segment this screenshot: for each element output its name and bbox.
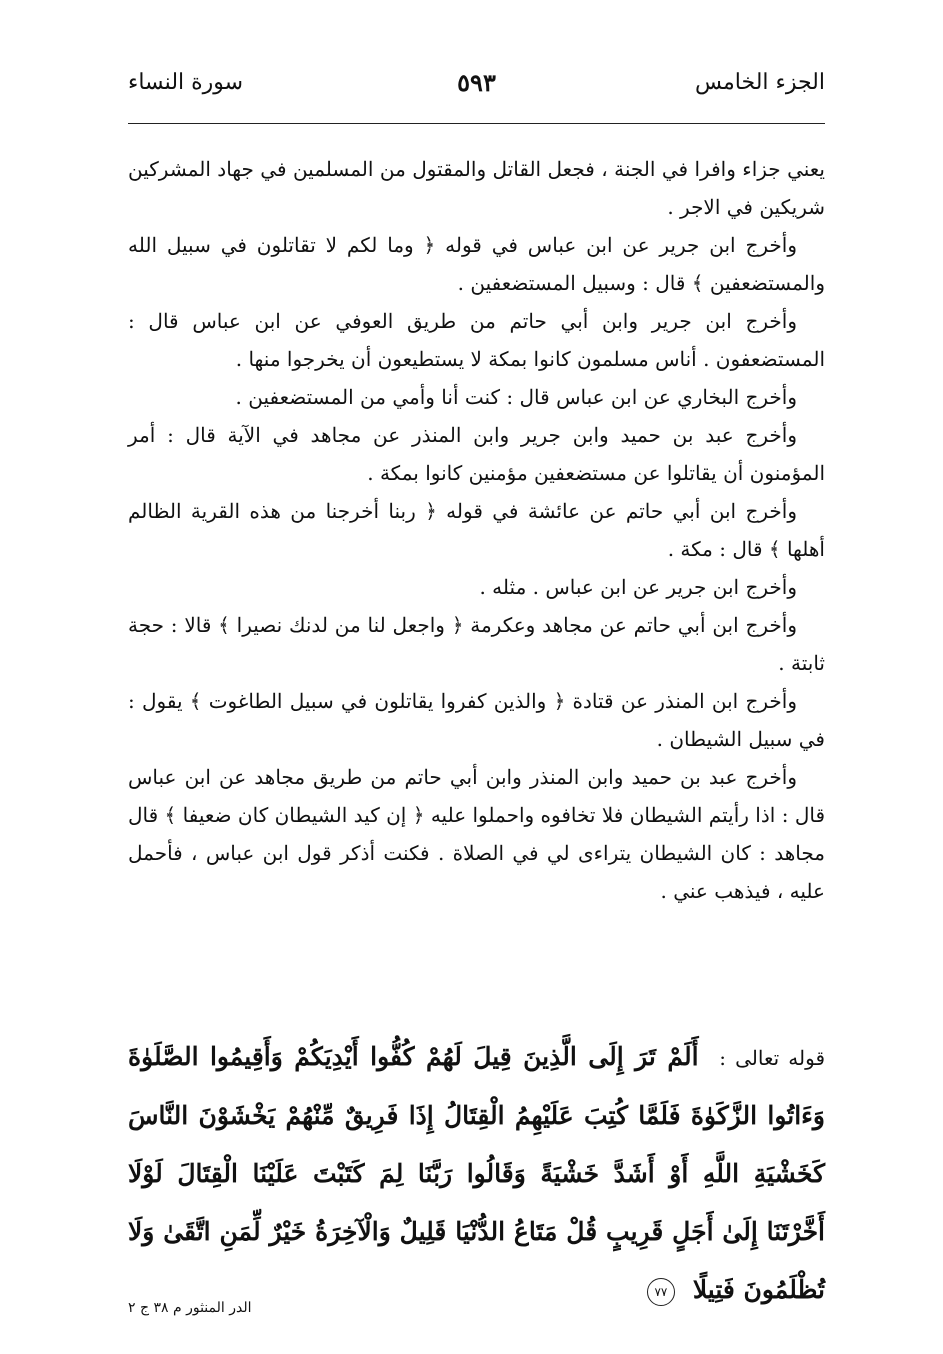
ayah-number-marker: ٧٧ — [647, 1278, 675, 1306]
juz-title: الجزء الخامس — [694, 70, 825, 95]
paragraph: يعني جزاء وافرا في الجنة ، فجعل القاتل والمقتول من المسلمين في جهاد المشركين شريكين في الاجر . — [128, 157, 825, 219]
paragraph: وأخرج ابن أبي حاتم عن مجاهد وعكرمة ﴿ واجعل لنا من لدنك نصيرا ﴾ قالا : حجة ثابتة . — [128, 613, 825, 675]
surah-title: سورة النساء — [128, 70, 244, 95]
paragraph: وأخرج ابن جرير عن ابن عباس . مثله . — [479, 575, 797, 599]
paragraph: وأخرج عبد بن حميد وابن المنذر وابن أبي حاتم من طريق مجاهد عن ابن عباس قال : اذا رأيتم الشيطان فلا تخافوه واحملوا عليه ﴿ إن كيد الشيطان كان ضعيفا ﴾ قال مجاهد : كان الشيطان يتراءى لي في الصلاة . فكنت أذكر قول ابن عباس ، فأحمل عليه ، فيذهب عني . — [128, 765, 825, 903]
paragraph: وأخرج ابن جرير عن ابن عباس في قوله ﴿ وما لكم لا تقاتلون في سبيل الله والمستضعفين ﴾ قال : وسبيل المستضعفين . — [128, 233, 825, 295]
paragraph: وأخرج عبد بن حميد وابن جرير وابن المنذر عن مجاهد في الآية قال : أمر المؤمنون أن يقاتلوا عن مستضعفين مؤمنين كانوا بمكة . — [128, 423, 825, 485]
verse-text: أَلَمْ تَرَ إِلَى الَّذِينَ قِيلَ لَهُمْ كُفُّوا أَيْدِيَكُمْ وَأَقِيمُوا الصَّلَوٰةَ وَءَاتُوا الزَّكَوٰةَ فَلَمَّا كُتِبَ عَلَيْهِمُ الْقِتَالُ إِذَا فَرِيقٌ مِّنْهُمْ يَخْشَوْنَ النَّاسَ كَخَشْيَةِ اللَّهِ أَوْ أَشَدَّ خَشْيَةً وَقَالُوا رَبَّنَا لِمَ كَتَبْتَ عَلَيْنَا الْقِتَالَ لَوْلَا أَخَّرْتَنَا إِلَىٰ أَجَلٍ قَرِيبٍ قُلْ مَتَاعُ الدُّنْيَا قَلِيلٌ وَالْآخِرَةُ خَيْرٌ لِّمَنِ اتَّقَىٰ وَلَا تُظْلَمُونَ فَتِيلًا — [128, 1042, 825, 1304]
quran-verse-block — [128, 1028, 825, 1319]
paragraph: وأخرج ابن جرير وابن أبي حاتم من طريق العوفي عن ابن عباس قال : المستضعفون . أناس مسلمون كانوا بمكة لا يستطيعون أن يخرجوا منها . — [128, 309, 825, 371]
commentary-text — [128, 150, 825, 910]
paragraph: وأخرج ابن المنذر عن قتادة ﴿ والذين كفروا يقاتلون في سبيل الطاغوت ﴾ يقول : في سبيل الشيطان . — [128, 689, 825, 751]
paragraph: وأخرج البخاري عن ابن عباس قال : كنت أنا وأمي من المستضعفين . — [235, 385, 797, 409]
paragraph: وأخرج ابن أبي حاتم عن عائشة في قوله ﴿ ربنا أخرجنا من هذه القرية الظالم أهلها ﴾ قال : مكة . — [128, 499, 825, 561]
page-number: ٥٩٣ — [457, 68, 496, 97]
page-header — [128, 70, 825, 110]
header-divider — [128, 123, 825, 124]
footnote-reference: الدر المنثور م ٣٨ ج ٢ — [128, 1300, 252, 1316]
verse-intro: قوله تعالى : — [719, 1046, 826, 1070]
